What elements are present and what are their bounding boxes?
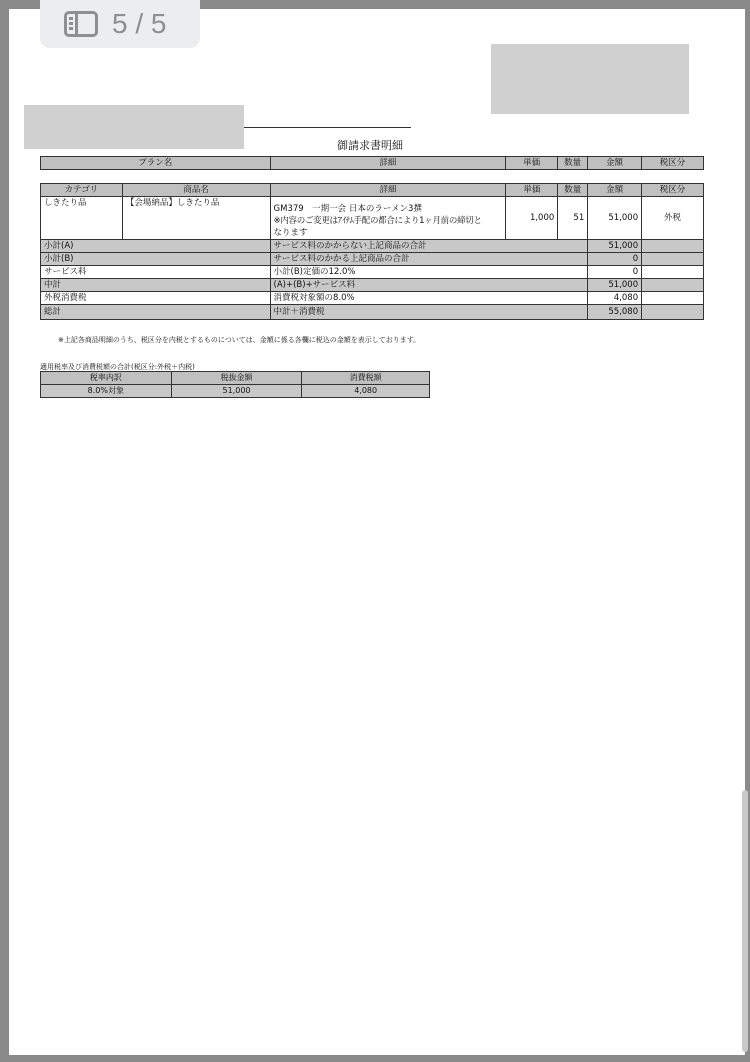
- summary-row: [41, 279, 704, 292]
- item-quantity: 51: [558, 197, 588, 240]
- page-number: 5 / 5: [112, 8, 167, 39]
- item-tax-type: 外税: [642, 197, 704, 240]
- summary-label: 外税消費税: [41, 292, 271, 305]
- summary-detail: 消費税対象額の8.0%: [270, 292, 588, 305]
- redacted-block: [24, 105, 244, 149]
- col-header: 詳細: [270, 184, 506, 197]
- summary-label: 小計(B): [41, 253, 271, 266]
- plan-table: [40, 156, 704, 170]
- col-header: 税率内訳: [41, 372, 172, 385]
- summary-amount: 0: [588, 253, 642, 266]
- tax-amount-cell: 4,080: [302, 385, 430, 398]
- summary-detail: サービス料のかかる上記商品の合計: [270, 253, 588, 266]
- item-detail-line: ※内容のご変更はｱｲﾃﾑ手配の都合により1ヶ月前の締切と: [273, 216, 482, 226]
- summary-amount: 55,080: [588, 305, 642, 320]
- table-row: [41, 197, 704, 240]
- summary-row: [41, 240, 704, 253]
- col-header: 単価: [506, 157, 558, 170]
- col-header: 数量: [558, 184, 588, 197]
- redacted-block: [491, 44, 689, 114]
- summary-row: [41, 266, 704, 279]
- col-header: 税区分: [642, 157, 704, 170]
- col-header: カテゴリ: [41, 184, 123, 197]
- item-category: しきたり品: [41, 197, 123, 240]
- sidebar-icon[interactable]: [64, 11, 98, 37]
- col-header: 消費税額: [302, 372, 430, 385]
- tax-summary-title: 適用税率及び消費税額の合計(税区分:外税＋内税): [40, 363, 195, 371]
- tax-summary-table: [40, 371, 430, 398]
- divider: [244, 127, 411, 128]
- col-header: 詳細: [270, 157, 506, 170]
- table-row: [41, 385, 430, 398]
- summary-label: サービス料: [41, 266, 271, 279]
- summary-amount: 0: [588, 266, 642, 279]
- item-amount: 51,000: [588, 197, 642, 240]
- summary-row: [41, 305, 704, 320]
- col-header: 数量: [558, 157, 588, 170]
- item-detail-line: なります: [273, 228, 308, 238]
- summary-detail: 小計(B)定価の12.0%: [270, 266, 588, 279]
- col-header: プラン名: [41, 157, 271, 170]
- summary-label: 小計(A): [41, 240, 271, 253]
- item-detail-line: GM379 一期一会 日本のラーメン3撰: [273, 204, 422, 214]
- col-header: 商品名: [122, 184, 270, 197]
- summary-amount: 4,080: [588, 292, 642, 305]
- summary-detail: (A)+(B)+サービス料: [270, 279, 588, 292]
- tax-rate-cell: 8.0%対象: [41, 385, 172, 398]
- summary-label: 中計: [41, 279, 271, 292]
- tax-excluded-amount-cell: 51,000: [171, 385, 302, 398]
- document-title: 御請求書明細: [337, 139, 403, 152]
- col-header: 単価: [506, 184, 558, 197]
- summary-amount: 51,000: [588, 279, 642, 292]
- col-header: 金額: [588, 157, 642, 170]
- col-header: 税区分: [642, 184, 704, 197]
- vertical-scrollbar[interactable]: [742, 790, 748, 1052]
- summary-detail: サービス料のかからない上記商品の合計: [270, 240, 588, 253]
- item-product: 【会場納品】しきたり品: [122, 197, 270, 240]
- page-indicator[interactable]: [40, 0, 200, 48]
- summary-label: 総計: [41, 305, 271, 320]
- item-table: [40, 183, 704, 320]
- summary-detail: 中計＋消費税: [270, 305, 588, 320]
- summary-row: [41, 292, 704, 305]
- summary-row: [41, 253, 704, 266]
- col-header: 税抜金額: [171, 372, 302, 385]
- summary-amount: 51,000: [588, 240, 642, 253]
- col-header: 金額: [588, 184, 642, 197]
- tax-note: ※上記各商品明細のうち、税区分を内税とするものについては、金額に係る各欄に税込の金額を表示しております。: [58, 336, 421, 344]
- item-unit-price: 1,000: [506, 197, 558, 240]
